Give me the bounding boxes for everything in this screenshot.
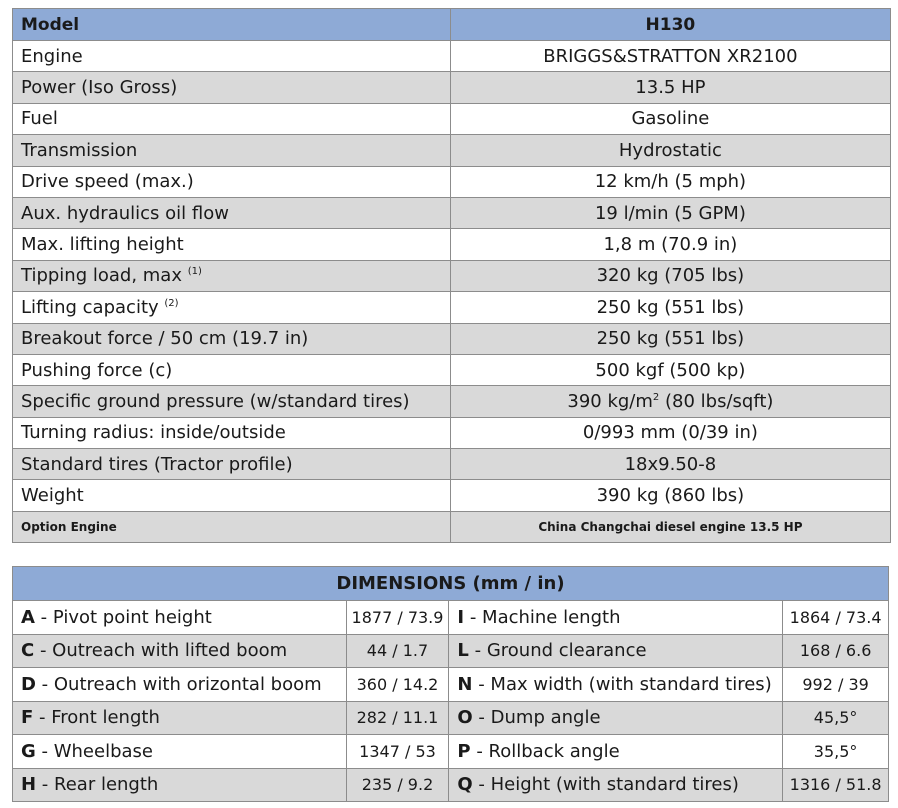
dimension-key: C <box>21 640 35 662</box>
dimension-text: - Rollback angle <box>470 740 620 762</box>
spec-label-cell <box>13 292 451 323</box>
dimension-text: - Front length <box>33 707 160 729</box>
dimension-key: O <box>457 707 473 729</box>
spec-row <box>13 386 891 417</box>
dimension-label <box>449 601 783 635</box>
dimension-text: - Ground clearance <box>468 640 647 662</box>
spec-label: Weight <box>13 480 451 511</box>
dimension-label <box>13 601 347 635</box>
dimension-key: G <box>21 740 36 762</box>
dimension-value: 1347 / 53 <box>346 735 449 769</box>
dimension-key: Q <box>457 774 473 796</box>
spec-row <box>13 229 891 260</box>
dimension-text: - Wheelbase <box>35 740 153 762</box>
spec-value: 250 kg (551 lbs) <box>450 292 890 323</box>
spec-row <box>13 260 891 291</box>
spec-value: 12 km/h (5 mph) <box>450 166 890 197</box>
spec-row <box>13 103 891 134</box>
spec-value-suffix: (80 lbs/sqft) <box>659 390 774 412</box>
spec-label: Max. lifting height <box>13 229 451 260</box>
dimension-key: A <box>21 606 35 628</box>
dimension-key: I <box>457 606 465 628</box>
dimension-text: - Dump angle <box>472 707 601 729</box>
spec-row <box>13 135 891 166</box>
dimension-label <box>13 768 347 802</box>
spec-label: Transmission <box>13 135 451 166</box>
dimension-value: 44 / 1.7 <box>346 634 449 668</box>
dimension-label <box>449 668 783 702</box>
spec-row <box>13 449 891 480</box>
dimension-text: - Outreach with lifted boom <box>34 640 288 662</box>
dimension-label <box>449 735 783 769</box>
dimension-text: - Height (with standard tires) <box>472 774 739 796</box>
dimension-text: - Machine length <box>464 606 621 628</box>
dimension-value: 1864 / 73.4 <box>783 601 889 635</box>
spec-label: Drive speed (max.) <box>13 166 451 197</box>
footnote-marker: (2) <box>164 297 179 309</box>
spec-value-cell <box>450 386 890 417</box>
spec-label: Turning radius: inside/outside <box>13 417 451 448</box>
dimensions-title: DIMENSIONS (mm / in) <box>13 567 889 601</box>
spec-value: Hydrostatic <box>450 135 890 166</box>
option-label: Option Engine <box>13 511 451 542</box>
dimension-label <box>13 634 347 668</box>
spec-label-cell <box>13 260 451 291</box>
spec-row <box>13 417 891 448</box>
spec-label: Lifting capacity <box>21 296 159 318</box>
dimension-label <box>449 634 783 668</box>
option-value: China Changchai diesel engine 13.5 HP <box>450 511 890 542</box>
dimension-value: 1877 / 73.9 <box>346 601 449 635</box>
spec-header-row <box>13 9 891 41</box>
dimension-value: 992 / 39 <box>783 668 889 702</box>
dimension-text: - Pivot point height <box>34 606 212 628</box>
dimension-row <box>13 634 889 668</box>
spec-header-model: H130 <box>450 9 890 41</box>
spec-label: Aux. hydraulics oil flow <box>13 197 451 228</box>
dimension-value: 35,5° <box>783 735 889 769</box>
superscript: 2 <box>652 391 660 403</box>
spec-row <box>13 354 891 385</box>
spec-row <box>13 72 891 103</box>
dimension-value: 45,5° <box>783 701 889 735</box>
spec-label: Power (Iso Gross) <box>13 72 451 103</box>
dimension-key: F <box>21 707 34 729</box>
spec-value: 390 kg (860 lbs) <box>450 480 890 511</box>
dimension-row <box>13 668 889 702</box>
dimension-key: H <box>21 774 37 796</box>
dimension-value: 168 / 6.6 <box>783 634 889 668</box>
spec-table <box>12 8 891 543</box>
spec-label: Engine <box>13 41 451 72</box>
spec-row <box>13 323 891 354</box>
spec-option-row <box>13 511 891 542</box>
dimension-label <box>449 768 783 802</box>
footnote-marker: (1) <box>187 266 202 278</box>
spec-value: 18x9.50-8 <box>450 449 890 480</box>
dimension-value: 360 / 14.2 <box>346 668 449 702</box>
dimension-text: - Outreach with orizontal boom <box>35 673 322 695</box>
spec-value: 320 kg (705 lbs) <box>450 260 890 291</box>
dimension-label <box>449 701 783 735</box>
spec-value: BRIGGS&STRATTON XR2100 <box>450 41 890 72</box>
spec-value: 250 kg (551 lbs) <box>450 323 890 354</box>
dimension-row <box>13 768 889 802</box>
spec-value: 19 l/min (5 GPM) <box>450 197 890 228</box>
spec-row <box>13 292 891 323</box>
spec-label: Breakout force / 50 cm (19.7 in) <box>13 323 451 354</box>
spec-row <box>13 197 891 228</box>
dimension-row <box>13 601 889 635</box>
spec-label: Pushing force (c) <box>13 354 451 385</box>
dimension-value: 282 / 11.1 <box>346 701 449 735</box>
dimension-label <box>13 735 347 769</box>
dimension-key: P <box>457 740 471 762</box>
spec-label: Specific ground pressure (w/standard tires) <box>13 386 451 417</box>
dimension-label <box>13 668 347 702</box>
spec-row <box>13 166 891 197</box>
dimension-row <box>13 735 889 769</box>
spec-value: Gasoline <box>450 103 890 134</box>
spec-row <box>13 41 891 72</box>
dimension-text: - Max width (with standard tires) <box>472 673 772 695</box>
spec-row <box>13 480 891 511</box>
spec-label: Tipping load, max <box>21 265 182 287</box>
dimensions-table <box>12 566 889 802</box>
spec-value: 500 kgf (500 kp) <box>450 354 890 385</box>
dimension-key: L <box>457 640 469 662</box>
spec-value: 1,8 m (70.9 in) <box>450 229 890 260</box>
spec-label: Fuel <box>13 103 451 134</box>
dimension-text: - Rear length <box>36 774 159 796</box>
dimension-value: 235 / 9.2 <box>346 768 449 802</box>
spec-header-label: Model <box>13 9 451 41</box>
dimension-key: D <box>21 673 36 695</box>
dimension-label <box>13 701 347 735</box>
spec-value: 0/993 mm (0/39 in) <box>450 417 890 448</box>
spec-value: 13.5 HP <box>450 72 890 103</box>
dimension-row <box>13 701 889 735</box>
spec-value: 390 kg/m <box>567 390 653 412</box>
dimensions-title-row <box>13 567 889 601</box>
dimension-key: N <box>457 673 473 695</box>
dimension-value: 1316 / 51.8 <box>783 768 889 802</box>
spec-label: Standard tires (Tractor profile) <box>13 449 451 480</box>
